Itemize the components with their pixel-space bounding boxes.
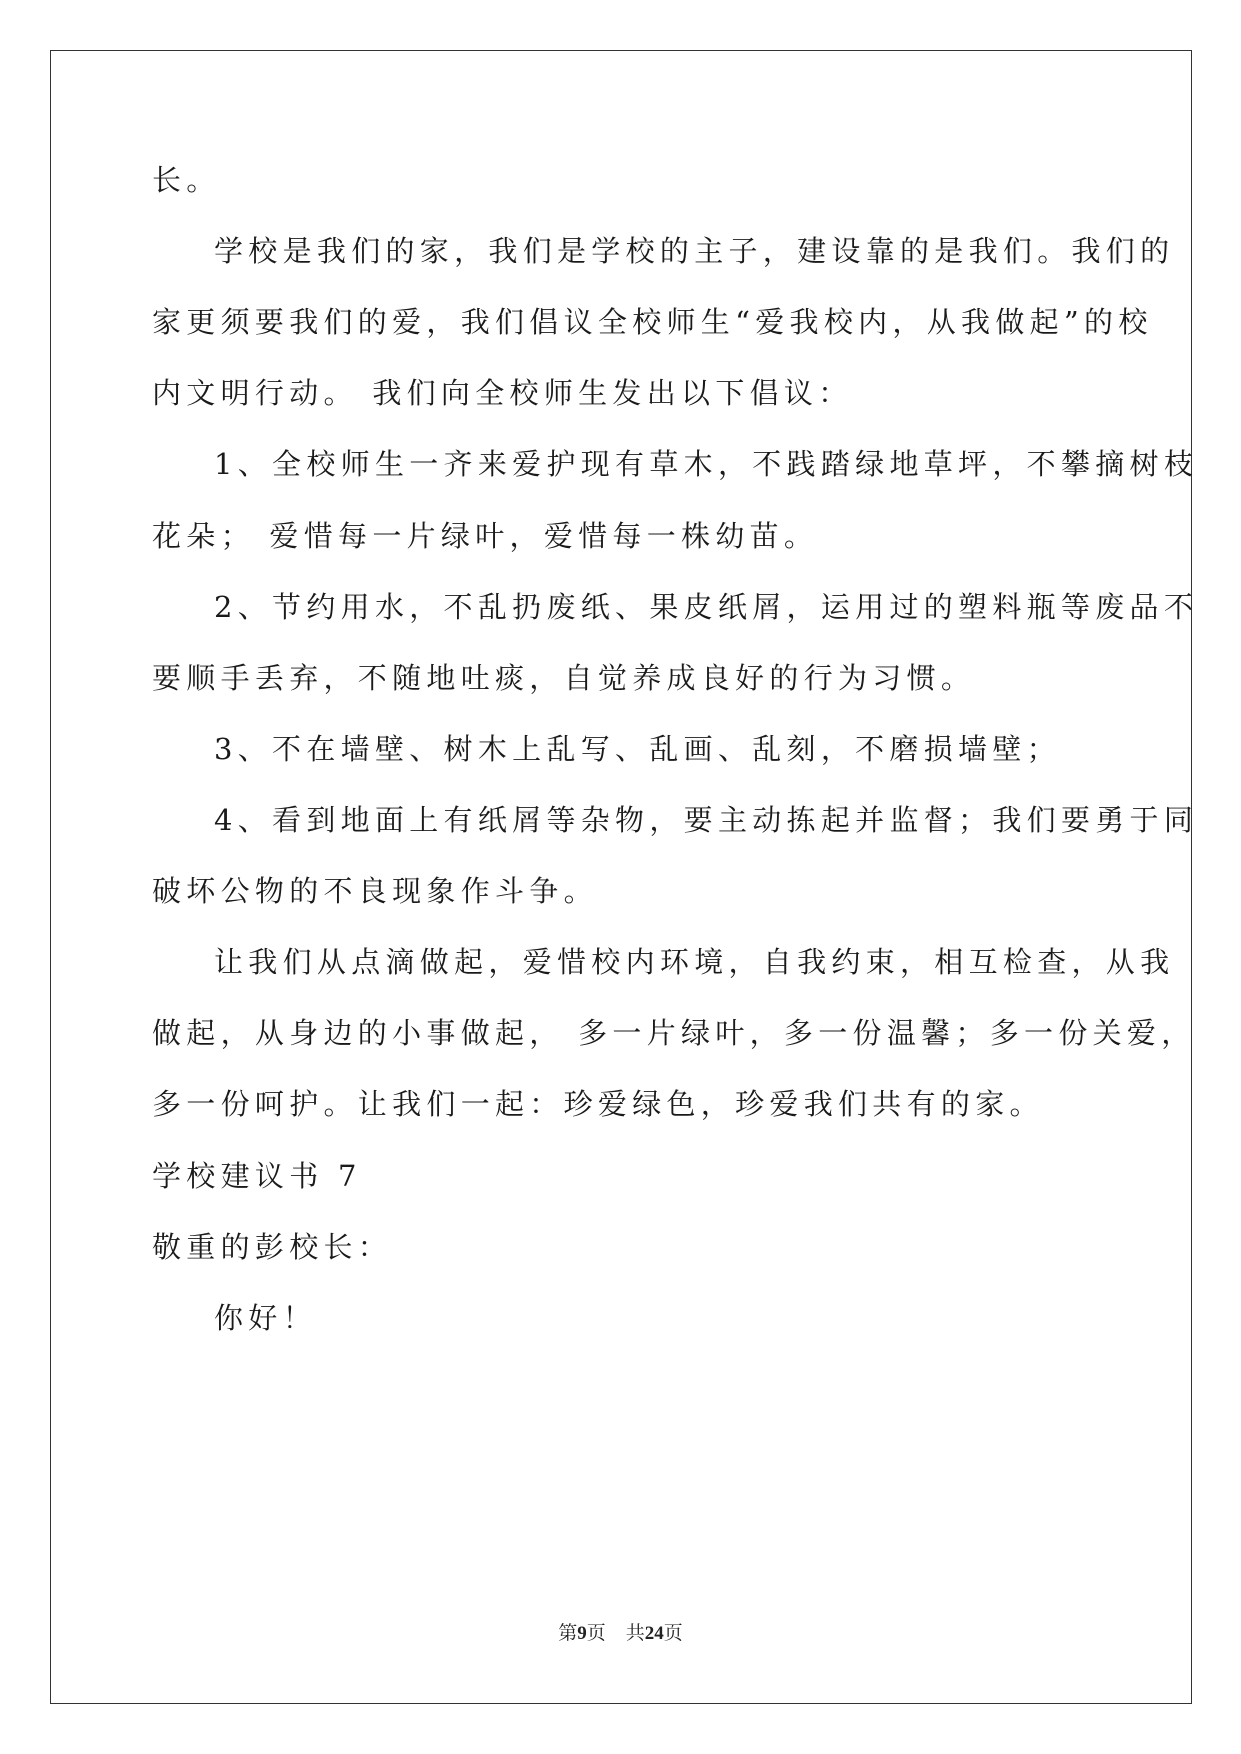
text-line: 3、不在墙壁、树木上乱写、乱画、乱刻，不磨损墙壁； bbox=[214, 732, 1061, 766]
page-footer bbox=[0, 1622, 1241, 1646]
footer-page-suffix: 页 bbox=[586, 1623, 606, 1644]
text-line: 长。 bbox=[152, 163, 221, 197]
text-line: 家更须要我们的爱，我们倡议全校师生“爱我校内，从我做起”的校 bbox=[152, 305, 1153, 339]
text-line: 学校是我们的家，我们是学校的主子，建设靠的是我们。我们的 bbox=[214, 234, 1175, 268]
text-line: 做起，从身边的小事做起， 多一片绿叶，多一份温馨；多一份关爱， bbox=[152, 1016, 1196, 1050]
text-line: 内文明行动。 我们向全校师生发出以下倡议： bbox=[152, 376, 853, 410]
text-line: 让我们从点滴做起，爱惜校内环境，自我约束，相互检查，从我 bbox=[214, 945, 1175, 979]
text-line: 破坏公物的不良现象作斗争。 bbox=[152, 874, 598, 908]
text-line: 要顺手丢弃，不随地吐痰，自觉养成良好的行为习惯。 bbox=[152, 661, 976, 695]
footer-prefix: 第 bbox=[558, 1623, 578, 1644]
text-line: 多一份呵护。让我们一起：珍爱绿色，珍爱我们共有的家。 bbox=[152, 1087, 1044, 1121]
text-line: 1、全校师生一齐来爱护现有草木，不践踏绿地草坪，不攀摘树枝 bbox=[214, 447, 1199, 481]
text-line: 花朵； 爱惜每一片绿叶，爱惜每一株幼苗。 bbox=[152, 519, 819, 553]
salutation: 敬重的彭校长： bbox=[152, 1230, 393, 1264]
text-line: 2、节约用水，不乱扔废纸、果皮纸屑，运用过的塑料瓶等废品不 bbox=[214, 590, 1199, 624]
footer-total-suffix: 页 bbox=[663, 1623, 683, 1644]
total-pages: 24 bbox=[644, 1623, 664, 1644]
text-line: 4、看到地面上有纸屑等杂物，要主动拣起并监督；我们要勇于同 bbox=[214, 803, 1199, 837]
footer-total-prefix: 共 bbox=[625, 1623, 645, 1644]
section-heading: 学校建议书 7 bbox=[152, 1159, 362, 1193]
page-number: 9 bbox=[577, 1623, 587, 1644]
greeting: 你好！ bbox=[214, 1301, 317, 1335]
